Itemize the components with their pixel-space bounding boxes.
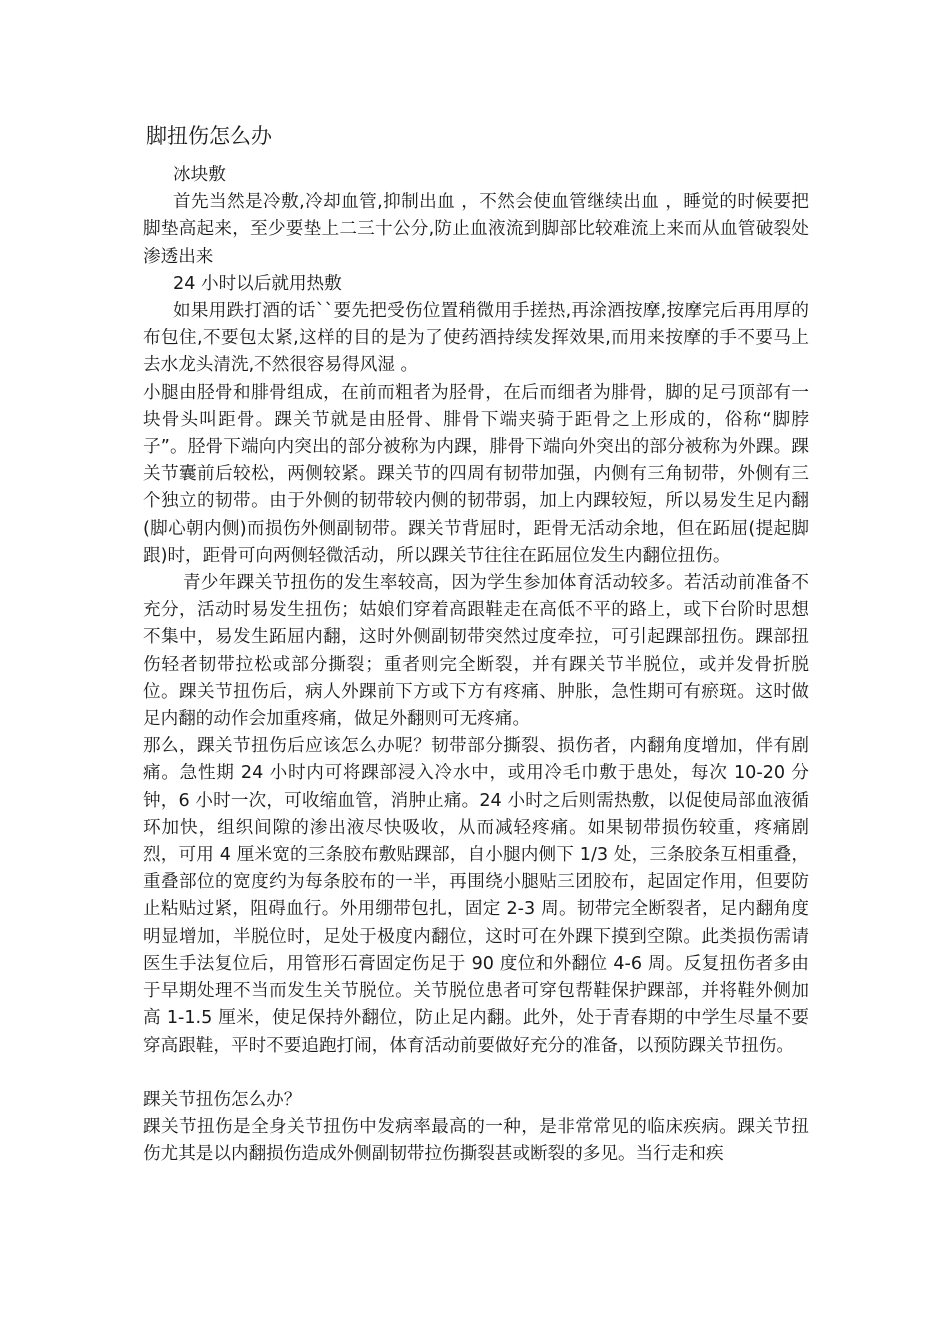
paragraph-ankle-anatomy: 小腿由胫骨和腓骨组成，在前而粗者为胫骨，在后而细者为腓骨，脚的足弓顶部有一块骨头叫距骨。踝关节就是由胫骨、腓骨下端夹骑于距骨之上形成的，俗称“脚脖子”。胫骨下端向内突出的部分被称为内踝，腓骨下端向外突出的部分被称为外踝。踝关节囊前后较松，两侧较紧。踝关节的四周有韧带加强，内侧有三角韧带，外侧有三个独立的韧带。由于外侧的韧带较内侧的韧带弱，加上内踝较短，所以易发生足内翻(脚心朝内侧)而损伤外侧副韧带。踝关节背屈时，距骨无活动余地，但在跖屈(提起脚跟)时，距骨可向两侧轻微活动，所以踝关节往往在跖屈位发生内翻位扭伤。 (143, 382, 809, 566)
blank-line (143, 1060, 809, 1087)
paragraph-subheading-ice: 冰块敷 (173, 165, 226, 185)
paragraph-medicinal-wine: 如果用跌打酒的话``要先把受伤位置稍微用手搓热,再涂酒按摩,按摩完后再用厚的布包住,不要包太紧,这样的目的是为了使药酒持续发挥效果,而用来按摩的手不要马上去水龙头清洗,不然很容易得风湿 。 (143, 301, 809, 376)
paragraph-treatment: 那么，踝关节扭伤后应该怎么办呢？韧带部分撕裂、损伤者，内翻角度增加，伴有剧痛。急性期 24 小时内可将踝部浸入冷水中，或用冷毛巾敷于患处，每次 10-20 分钟，6 小时一次，可收缩血管，消肿止痛。24 小时之后则需热敷，以促使局部血液循环加快，组织间隙的渗出液尽快吸收，从而减轻疼痛。如果韧带损伤较重，疼痛剧烈，可用 4 厘米宽的三条胶布敷贴踝部，自小腿内侧下 1/3 处，三条胶条互相重叠，重叠部位的宽度约为每条胶布的一半，再围绕小腿贴三团胶布，起固定作用，但要防止粘贴过紧，阻碍血行。外用绷带包扎，固定 2-3 周。韧带完全断裂者，足内翻角度明显增加，半脱位时，足处于极度内翻位，这时可在外踝下摸到空隙。此类损伤需请医生手法复位后，用管形石膏固定伤足于 90 度位和外翻位 4-6 周。反复扭伤者多由于早期处理不当而发生关节脱位。关节脱位患者可穿包帮鞋保护踝部，并将鞋外侧加高 1-1.5 厘米，使足保持外翻位，防止足内翻。此外，处于青春期的中学生尽量不要穿高跟鞋，平时不要追跑打闹，体育活动前要做好充分的准备，以预防踝关节扭伤。 (143, 736, 809, 1056)
document-body (143, 162, 809, 1168)
paragraph-subheading-heat: 24 小时以后就用热敷 (173, 273, 342, 294)
paragraph-ankle-sprain-intro: 踝关节扭伤是全身关节扭伤中发病率最高的一种，是非常常见的临床疾病。踝关节扭伤尤其是以内翻损伤造成外侧副韧带拉伤撕裂甚或断裂的多见。当行走和疾 (143, 1116, 809, 1165)
paragraph-cold-compress: 首先当然是冷敷,冷却血管,抑制出血 ，不然会使血管继续出血 ，睡觉的时候要把脚垫高起来，至少要垫上二三十公分,防止血液流到脚部比较难流上来而从血管破裂处渗透出来 (143, 192, 809, 267)
section-heading-ankle-sprain: 踝关节扭伤怎么办？ (143, 1089, 302, 1110)
paragraph-youth-injury: 青少年踝关节扭伤的发生率较高，因为学生参加体育活动较多。若活动前准备不充分，活动时易发生扭伤；姑娘们穿着高跟鞋走在高低不平的路上，或下台阶时思想不集中，易发生跖屈内翻，这时外侧副韧带突然过度牵拉，可引起踝部扭伤。踝部扭伤轻者韧带拉松或部分撕裂；重者则完全断裂，并有踝关节半脱位，或并发骨折脱位。踝关节扭伤后，病人外踝前下方或下方有疼痛、肿胀，急性期可有瘀斑。这时做足内翻的动作会加重疼痛，做足外翻则可无疼痛。 (143, 573, 809, 730)
document-title: 脚扭伤怎么办 (146, 124, 272, 148)
